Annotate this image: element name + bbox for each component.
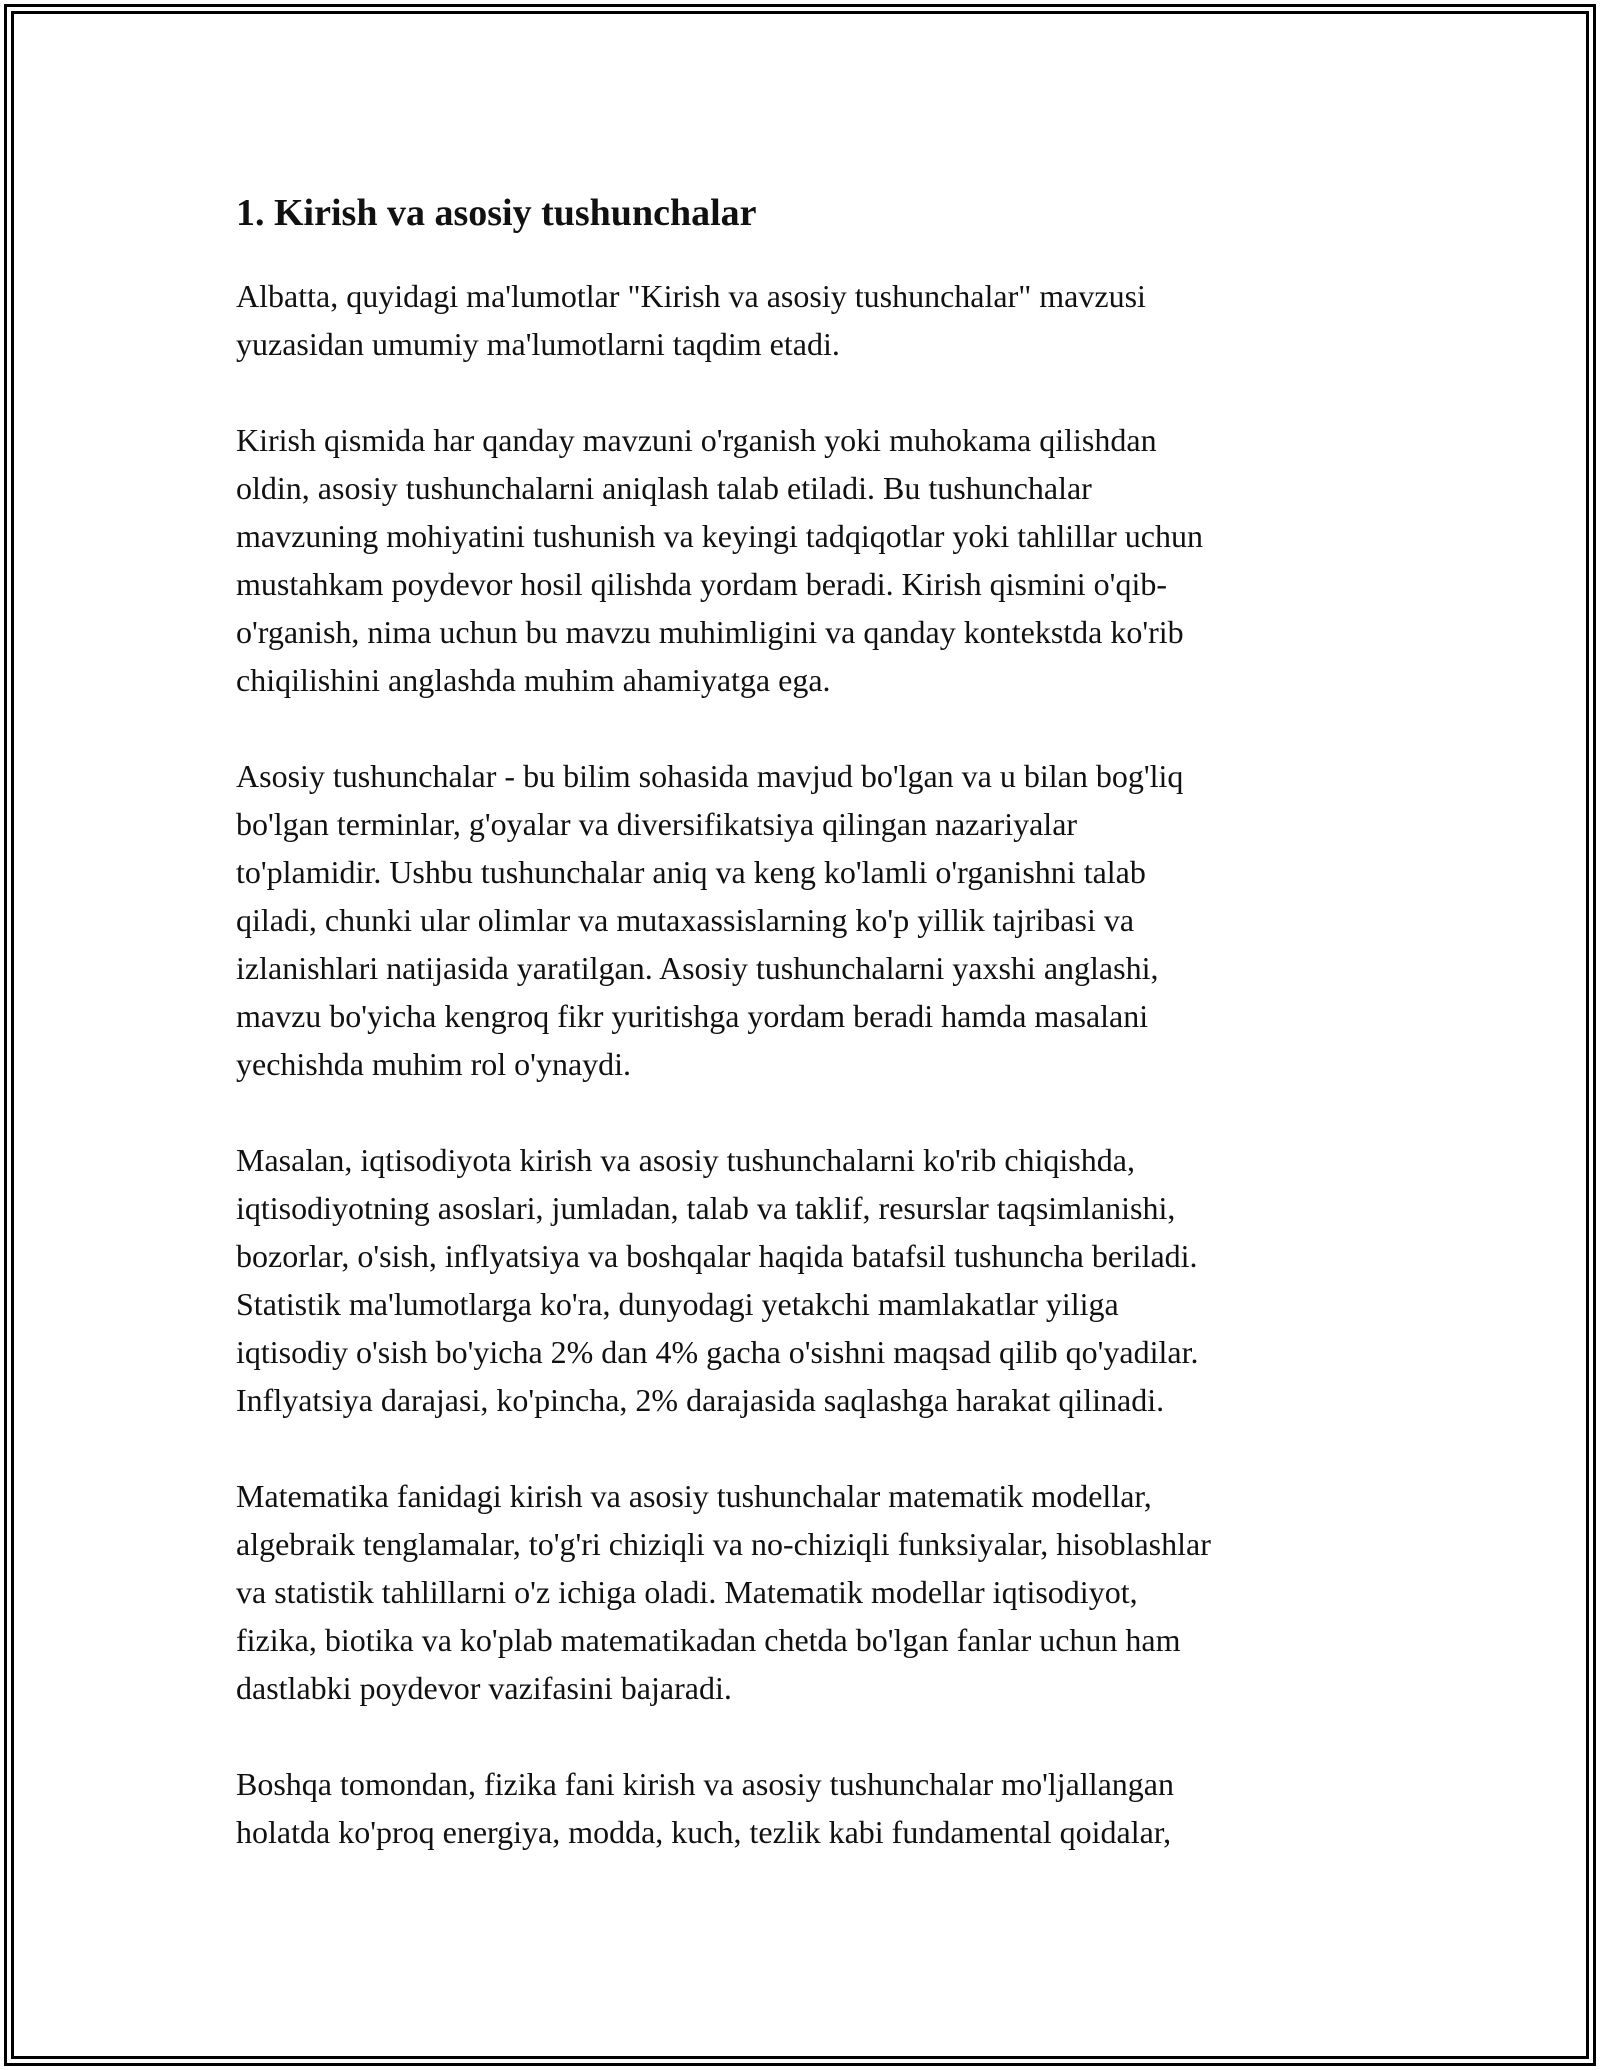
text-line: holatda ko'proq energiya, modda, kuch, tezlik kabi fundamental qoidalar, <box>236 1814 1172 1850</box>
paragraph-fizika <box>236 1760 1364 1856</box>
text-line: bozorlar, o'sish, inflyatsiya va boshqalar haqida batafsil tushuncha beriladi. <box>236 1238 1198 1274</box>
text-line: iqtisodiyotning asoslari, jumladan, talab va taklif, resurslar taqsimlanishi, <box>236 1190 1176 1226</box>
text-line: Albatta, quyidagi ma'lumotlar "Kirish va asosiy tushunchalar" mavzusi <box>236 278 1146 314</box>
text-line: Matematika fanidagi kirish va asosiy tushunchalar matematik modellar, <box>236 1478 1152 1514</box>
text-line: va statistik tahlillarni o'z ichiga oladi. Matematik modellar iqtisodiyot, <box>236 1574 1138 1610</box>
section-heading: 1. Kirish va asosiy tushunchalar <box>236 192 757 234</box>
text-line: izlanishlari natijasida yaratilgan. Asosiy tushunchalarni yaxshi anglashi, <box>236 950 1159 986</box>
text-line: to'plamidir. Ushbu tushunchalar aniq va keng ko'lamli o'rganishni talab <box>236 854 1146 890</box>
text-line: dastlabki poydevor vazifasini bajaradi. <box>236 1670 732 1706</box>
paragraph-asosiy-tushunchalar <box>236 752 1364 1088</box>
text-line: Masalan, iqtisodiyota kirish va asosiy tushunchalarni ko'rib chiqishda, <box>236 1142 1135 1178</box>
text-line: iqtisodiy o'sish bo'yicha 2% dan 4% gacha o'sishni maqsad qilib qo'yadilar. <box>236 1334 1199 1370</box>
text-line: qiladi, chunki ular olimlar va mutaxassislarning ko'p yillik tajribasi va <box>236 902 1135 938</box>
text-line: o'rganish, nima uchun bu mavzu muhimligini va qanday kontekstda ko'rib <box>236 614 1184 650</box>
paragraph-kirish <box>236 416 1364 704</box>
paragraph-matematika <box>236 1472 1364 1712</box>
paragraph-iqtisodiyot <box>236 1136 1364 1424</box>
text-line: chiqilishini anglashda muhim ahamiyatga ega. <box>236 662 831 698</box>
document-body <box>236 186 1364 1904</box>
text-line: Asosiy tushunchalar - bu bilim sohasida mavjud bo'lgan va u bilan bog'liq <box>236 758 1184 794</box>
text-line: mustahkam poydevor hosil qilishda yordam beradi. Kirish qismini o'qib- <box>236 566 1167 602</box>
text-line: algebraik tenglamalar, to'g'ri chiziqli va no-chiziqli funksiyalar, hisoblashlar <box>236 1526 1211 1562</box>
text-line: Statistik ma'lumotlarga ko'ra, dunyodagi yetakchi mamlakatlar yiliga <box>236 1286 1119 1322</box>
text-line: oldin, asosiy tushunchalarni aniqlash talab etiladi. Bu tushunchalar <box>236 470 1092 506</box>
text-line: bo'lgan terminlar, g'oyalar va diversifikatsiya qilingan nazariyalar <box>236 806 1078 842</box>
paragraph-intro <box>236 272 1364 368</box>
text-line: fizika, biotika va ko'plab matematikadan chetda bo'lgan fanlar uchun ham <box>236 1622 1181 1658</box>
text-line: yechishda muhim rol o'ynaydi. <box>236 1046 632 1082</box>
text-line: mavzu bo'yicha kengroq fikr yuritishga yordam beradi hamda masalani <box>236 998 1149 1034</box>
text-line: Inflyatsiya darajasi, ko'pincha, 2% darajasida saqlashga harakat qilinadi. <box>236 1382 1165 1418</box>
text-line: mavzuning mohiyatini tushunish va keyingi tadqiqotlar yoki tahlillar uchun <box>236 518 1203 554</box>
text-line: Boshqa tomondan, fizika fani kirish va asosiy tushunchalar mo'ljallangan <box>236 1766 1174 1802</box>
text-line: Kirish qismida har qanday mavzuni o'rganish yoki muhokama qilishdan <box>236 422 1157 458</box>
text-line: yuzasidan umumiy ma'lumotlarni taqdim etadi. <box>236 326 840 362</box>
